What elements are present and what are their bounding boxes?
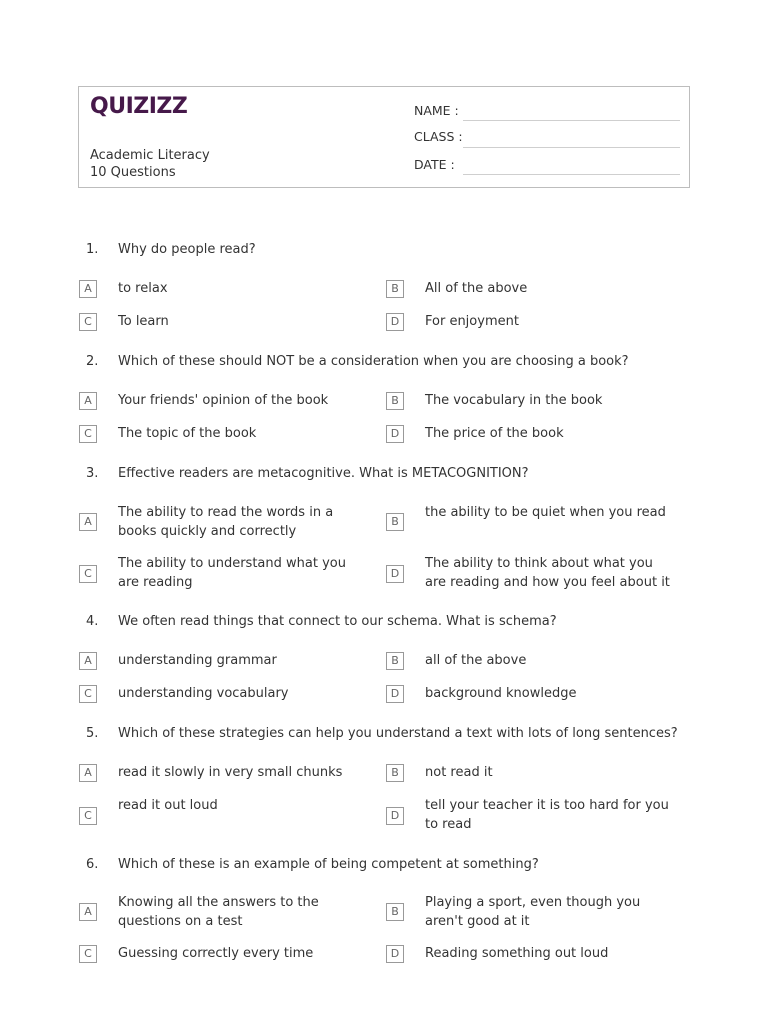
question-text: Effective readers are metacognitive. What is METACOGNITION? xyxy=(118,466,529,481)
option-c-text: understanding vocabulary xyxy=(118,686,289,701)
option-d-box: D xyxy=(386,685,404,703)
name-line xyxy=(463,120,680,121)
option-d-text: tell your teacher it is too hard for you to read xyxy=(425,798,669,832)
option-d-box: D xyxy=(386,945,404,963)
option-b-box: B xyxy=(386,652,404,670)
question-number: 5. xyxy=(86,726,99,741)
option-a-text: understanding grammar xyxy=(118,653,277,668)
option-a-text: to relax xyxy=(118,281,168,296)
option-b-text: Playing a sport, even though you aren't good at it xyxy=(425,895,641,929)
question-number: 1. xyxy=(86,242,99,257)
class-label: CLASS : xyxy=(414,129,463,144)
option-a-text: Your friends' opinion of the book xyxy=(118,393,329,408)
option-d-text: For enjoyment xyxy=(425,314,519,329)
option-b-box: B xyxy=(386,280,404,298)
option-c-text: The ability to understand what you are reading xyxy=(118,556,346,590)
option-c-text: read it out loud xyxy=(118,798,218,813)
question-text: Why do people read? xyxy=(118,242,256,257)
worksheet-header xyxy=(78,86,690,188)
class-line xyxy=(463,147,680,148)
option-b-text: The vocabulary in the book xyxy=(425,393,603,408)
option-c-box: C xyxy=(79,807,97,825)
option-b-text: All of the above xyxy=(425,281,528,296)
quizizz-logo: QUIZIZZ xyxy=(90,94,188,119)
option-b-box: B xyxy=(386,513,404,531)
worksheet-subject: Academic Literacy xyxy=(90,148,210,163)
question-number: 6. xyxy=(86,857,99,872)
option-d-box: D xyxy=(386,807,404,825)
option-c-text: The topic of the book xyxy=(118,426,257,441)
option-d-text: The ability to think about what you are reading and how you feel about it xyxy=(425,556,670,590)
option-b-text: all of the above xyxy=(425,653,527,668)
question-number: 2. xyxy=(86,354,99,369)
option-b-text: the ability to be quiet when you read xyxy=(425,505,666,520)
option-c-box: C xyxy=(79,565,97,583)
question-text: Which of these strategies can help you understand a text with lots of long sentences? xyxy=(118,726,678,741)
option-b-box: B xyxy=(386,903,404,921)
option-a-box: A xyxy=(79,764,97,782)
question-number: 3. xyxy=(86,466,99,481)
date-line xyxy=(463,174,680,175)
option-a-text: read it slowly in very small chunks xyxy=(118,765,343,780)
option-a-box: A xyxy=(79,903,97,921)
option-d-box: D xyxy=(386,565,404,583)
option-d-box: D xyxy=(386,313,404,331)
option-b-text: not read it xyxy=(425,765,493,780)
option-b-box: B xyxy=(386,392,404,410)
option-a-box: A xyxy=(79,280,97,298)
option-d-text: Reading something out loud xyxy=(425,946,609,961)
option-c-text: Guessing correctly every time xyxy=(118,946,314,961)
question-text: We often read things that connect to our schema. What is schema? xyxy=(118,614,557,629)
option-d-text: background knowledge xyxy=(425,686,577,701)
option-b-box: B xyxy=(386,764,404,782)
option-c-box: C xyxy=(79,313,97,331)
option-d-box: D xyxy=(386,425,404,443)
date-label: DATE : xyxy=(414,157,455,172)
question-count: 10 Questions xyxy=(90,165,176,180)
option-d-text: The price of the book xyxy=(425,426,564,441)
option-a-box: A xyxy=(79,652,97,670)
option-c-text: To learn xyxy=(118,314,169,329)
option-a-box: A xyxy=(79,392,97,410)
option-a-text: The ability to read the words in a books quickly and correctly xyxy=(118,505,334,539)
name-label: NAME : xyxy=(414,103,459,118)
question-number: 4. xyxy=(86,614,99,629)
question-text: Which of these is an example of being competent at something? xyxy=(118,857,539,872)
option-c-box: C xyxy=(79,425,97,443)
option-a-box: A xyxy=(79,513,97,531)
question-text: Which of these should NOT be a consideration when you are choosing a book? xyxy=(118,354,629,369)
option-a-text: Knowing all the answers to the questions on a test xyxy=(118,895,319,929)
option-c-box: C xyxy=(79,945,97,963)
option-c-box: C xyxy=(79,685,97,703)
